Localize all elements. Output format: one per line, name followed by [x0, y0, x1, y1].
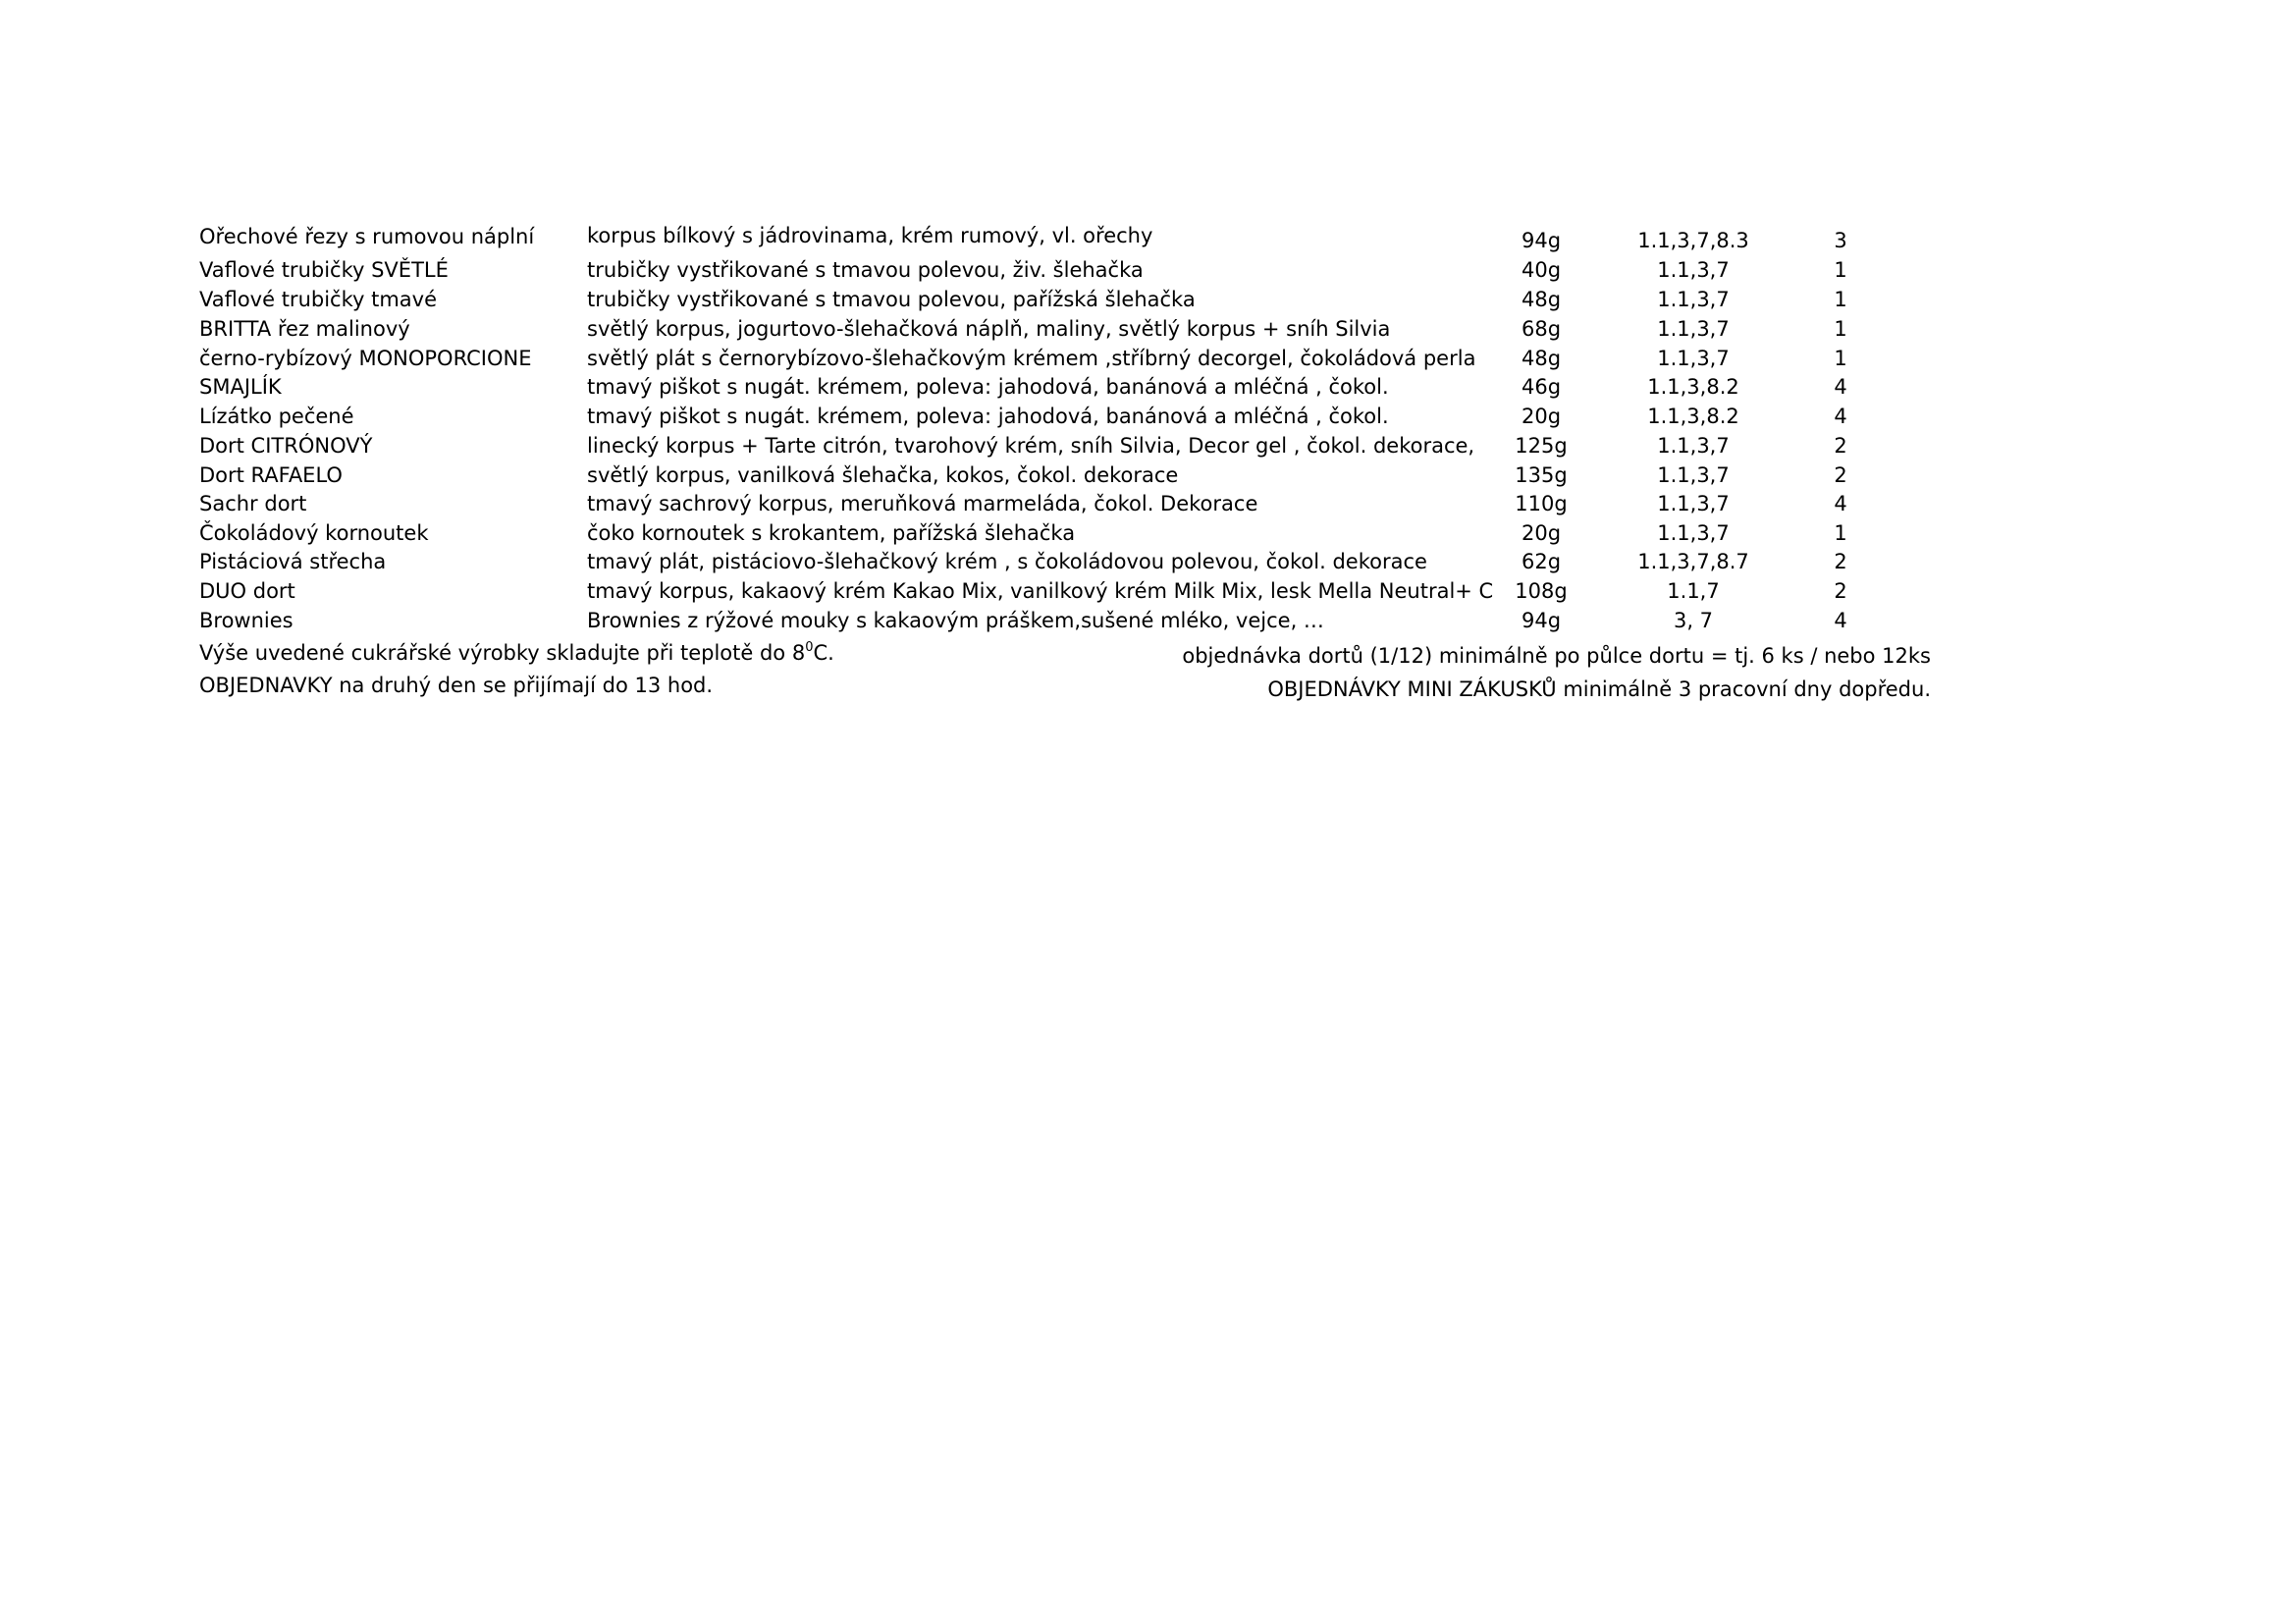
product-name: Dort CITRÓNOVÝ	[199, 434, 373, 458]
product-allergens: 1.1,7	[1667, 579, 1720, 603]
product-allergens: 3, 7	[1673, 609, 1714, 632]
product-description: linecký korpus + Tarte citrón, tvarohový krém, sníh Silvia, Decor gel , čokol. dekorace,	[587, 434, 1475, 458]
product-category: 4	[1834, 405, 1847, 428]
product-description: světlý plát s černorybízovo-šlehačkovým krémem ,stříbrný decorgel, čokoládová perla	[587, 347, 1476, 370]
product-weight: 125g	[1515, 434, 1568, 458]
product-row	[0, 465, 2296, 495]
product-name: SMAJLÍK	[199, 375, 282, 399]
product-row	[0, 406, 2296, 436]
product-allergens: 1.1,3,7	[1657, 521, 1730, 545]
product-name: Čokoládový kornoutek	[199, 521, 429, 545]
product-category: 4	[1834, 492, 1847, 515]
product-weight: 20g	[1521, 521, 1562, 545]
product-category: 2	[1834, 434, 1847, 458]
product-weight: 48g	[1521, 347, 1562, 370]
product-description: Brownies z rýžové mouky s kakaovým práškem,sušené mléko, vejce, …	[587, 609, 1324, 632]
product-name: černo-rybízový MONOPORCIONE	[199, 347, 532, 370]
product-row	[0, 523, 2296, 553]
product-allergens: 1.1,3,8.2	[1647, 375, 1739, 399]
storage-note-text: Výše uvedené cukrářské výrobky skladujte při teplotě do 8	[199, 641, 806, 665]
product-allergens: 1.1,3,7,8.3	[1637, 229, 1749, 252]
order-deadline-note: OBJEDNAVKY na druhý den se přijímají do 13 hod.	[199, 674, 714, 697]
product-name: Brownies	[199, 609, 294, 632]
product-category: 1	[1834, 288, 1847, 311]
product-allergens: 1.1,3,7	[1657, 492, 1730, 515]
storage-note	[199, 640, 834, 665]
product-category: 2	[1834, 579, 1847, 603]
product-weight: 40g	[1521, 258, 1562, 282]
product-weight: 46g	[1521, 375, 1562, 399]
product-name: DUO dort	[199, 579, 295, 603]
cake-minimum-note: objednávka dortů (1/12) minimálně po půlce dortu = tj. 6 ks / nebo 12ks	[1182, 644, 1931, 668]
product-row	[0, 319, 2296, 349]
product-row	[0, 611, 2296, 640]
product-weight: 135g	[1515, 463, 1568, 487]
product-description: světlý korpus, jogurtovo-šlehačková náplň, maliny, světlý korpus + sníh Silvia	[587, 317, 1391, 341]
product-name: Vaflové trubičky SVĚTLÉ	[199, 258, 449, 282]
product-allergens: 1.1,3,7	[1657, 288, 1730, 311]
product-weight: 62g	[1521, 550, 1562, 573]
product-row	[0, 494, 2296, 523]
product-description: tmavý piškot s nugát. krémem, poleva: jahodová, banánová a mléčná , čokol.	[587, 405, 1389, 428]
product-description: trubičky vystřikované s tmavou polevou, živ. šlehačka	[587, 258, 1144, 282]
product-category: 4	[1834, 609, 1847, 632]
product-row	[0, 377, 2296, 406]
product-description: tmavý korpus, kakaový krém Kakao Mix, vanilkový krém Milk Mix, lesk Mella Neutral+ C	[587, 579, 1494, 603]
product-weight: 108g	[1515, 579, 1568, 603]
product-row	[0, 349, 2296, 378]
product-description: čoko kornoutek s krokantem, pařížská šlehačka	[587, 521, 1076, 545]
product-allergens: 1.1,3,7	[1657, 317, 1730, 341]
product-row	[0, 581, 2296, 611]
product-category: 1	[1834, 317, 1847, 341]
product-description: světlý korpus, vanilková šlehačka, kokos, čokol. dekorace	[587, 463, 1179, 487]
product-weight: 110g	[1515, 492, 1568, 515]
storage-note-superscript: 0	[805, 640, 814, 655]
product-category: 2	[1834, 463, 1847, 487]
product-weight: 94g	[1521, 609, 1562, 632]
product-name: Vaflové trubičky tmavé	[199, 288, 438, 311]
product-allergens: 1.1,3,7,8.7	[1637, 550, 1749, 573]
product-name: Dort RAFAELO	[199, 463, 343, 487]
product-row	[0, 224, 2296, 256]
product-description: trubičky vystřikované s tmavou polevou, pařížská šlehačka	[587, 288, 1196, 311]
product-weight: 68g	[1521, 317, 1562, 341]
product-weight: 48g	[1521, 288, 1562, 311]
product-description: korpus bílkový s jádrovinama, krém rumový, vl. ořechy	[587, 224, 1153, 247]
product-row	[0, 436, 2296, 465]
product-allergens: 1.1,3,7	[1657, 258, 1730, 282]
product-allergens: 1.1,3,7	[1657, 347, 1730, 370]
product-allergens: 1.1,3,7	[1657, 463, 1730, 487]
product-row	[0, 290, 2296, 319]
product-name: Pistáciová střecha	[199, 550, 387, 573]
product-name: Lízátko pečené	[199, 405, 354, 428]
product-row	[0, 260, 2296, 290]
product-weight: 94g	[1521, 229, 1562, 252]
product-category: 2	[1834, 550, 1847, 573]
product-description: tmavý plát, pistáciovo-šlehačkový krém , s čokoládovou polevou, čokol. dekorace	[587, 550, 1427, 573]
product-row	[0, 552, 2296, 581]
product-category: 1	[1834, 258, 1847, 282]
product-category: 1	[1834, 347, 1847, 370]
product-category: 4	[1834, 375, 1847, 399]
product-description: tmavý piškot s nugát. krémem, poleva: jahodová, banánová a mléčná , čokol.	[587, 375, 1389, 399]
mini-order-note: OBJEDNÁVKY MINI ZÁKUSKŮ minimálně 3 pracovní dny dopředu.	[1267, 677, 1931, 701]
product-category: 3	[1834, 229, 1847, 252]
product-description: tmavý sachrový korpus, meruňková marmeláda, čokol. Dekorace	[587, 492, 1258, 515]
product-name: BRITTA řez malinový	[199, 317, 410, 341]
product-weight: 20g	[1521, 405, 1562, 428]
product-category: 1	[1834, 521, 1847, 545]
storage-note-unit: C.	[813, 641, 834, 665]
product-name: Ořechové řezy s rumovou náplní	[199, 225, 535, 248]
product-allergens: 1.1,3,7	[1657, 434, 1730, 458]
product-name: Sachr dort	[199, 492, 307, 515]
product-allergens: 1.1,3,8.2	[1647, 405, 1739, 428]
